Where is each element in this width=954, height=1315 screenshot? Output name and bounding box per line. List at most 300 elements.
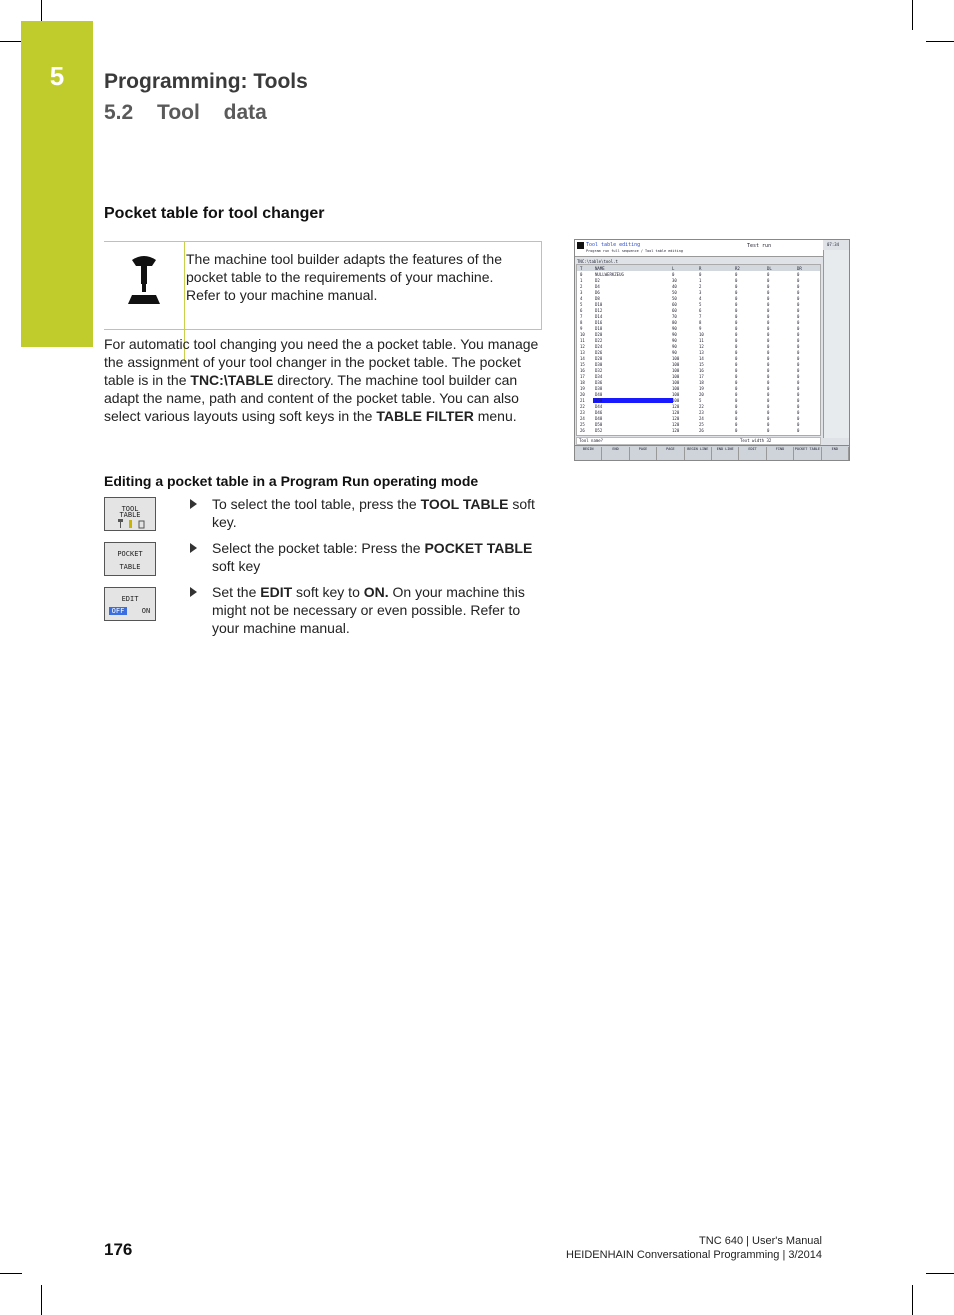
body-paragraph — [104, 335, 544, 425]
path-label: TNC:\TABLE — [190, 372, 274, 388]
table-cell: 0 — [797, 344, 800, 349]
table-cell: 0 — [735, 290, 738, 295]
table-cell: 6 — [580, 308, 583, 313]
table-cell: 0 — [797, 326, 800, 331]
status-line — [576, 437, 821, 445]
table-row[interactable] — [577, 308, 820, 313]
table-cell: D26 — [595, 350, 603, 355]
table-row[interactable] — [577, 374, 820, 379]
table-cell: 120 — [672, 422, 680, 427]
table-cell: 100 — [672, 362, 680, 367]
table-cell: D28 — [595, 356, 603, 361]
step-text: soft key — [212, 558, 261, 574]
table-row[interactable] — [577, 290, 820, 295]
table-cell: 0 — [797, 356, 800, 361]
table-cell: 12 — [580, 344, 585, 349]
table-cell: 16 — [580, 368, 585, 373]
table-cell: 0 — [735, 386, 738, 391]
table-cell: 15 — [699, 362, 704, 367]
table-cell: 120 — [672, 410, 680, 415]
table-cell: 0 — [767, 428, 770, 433]
table-cell: 0 — [735, 296, 738, 301]
screen-softkey: PAGE — [657, 447, 684, 460]
softkey-value: ON. — [363, 584, 389, 600]
table-cell: D34 — [595, 374, 603, 379]
table-cell: 100 — [672, 368, 680, 373]
table-row[interactable] — [577, 404, 820, 409]
table-cell: 90 — [672, 338, 677, 343]
table-cell: 0 — [797, 392, 800, 397]
table-cell: D52 — [595, 428, 603, 433]
table-cell: 11 — [580, 338, 585, 343]
table-cell: 0 — [767, 422, 770, 427]
table-cell: 0 — [767, 386, 770, 391]
table-cell: 18 — [699, 380, 704, 385]
table-row[interactable] — [577, 332, 820, 337]
table-cell: 0 — [767, 338, 770, 343]
table-cell: D32 — [595, 368, 603, 373]
arrow-icon — [190, 543, 197, 553]
table-cell: D38 — [595, 386, 603, 391]
screen-header — [575, 240, 823, 257]
table-cell: 60 — [672, 308, 677, 313]
table-cell: 0 — [797, 302, 800, 307]
table-cell: 90 — [672, 344, 677, 349]
table-cell: 100 — [672, 386, 680, 391]
table-row[interactable] — [577, 398, 820, 403]
table-cell: 0 — [797, 290, 800, 295]
table-row[interactable] — [577, 284, 820, 289]
table-cell: D4 — [595, 284, 600, 289]
table-cell: 0 — [797, 410, 800, 415]
table-cell: 7 — [580, 314, 583, 319]
table-cell: D46 — [595, 410, 603, 415]
table-cell: D14 — [595, 314, 603, 319]
table-cell: 19 — [580, 386, 585, 391]
table-cell: 1 — [699, 278, 702, 283]
table-cell: 60 — [672, 302, 677, 307]
table-cell: 0 — [735, 416, 738, 421]
crop-mark — [926, 41, 954, 42]
table-cell: 0 — [797, 368, 800, 373]
table-cell: 0 — [767, 284, 770, 289]
table-area — [576, 264, 821, 436]
table-cell: D6 — [595, 290, 600, 295]
menu-name: TABLE FILTER — [376, 408, 474, 424]
step-item — [190, 583, 542, 637]
table-cell: 5 — [580, 302, 583, 307]
table-cell: 17 — [699, 374, 704, 379]
table-row[interactable] — [577, 326, 820, 331]
table-cell: 21 — [580, 398, 585, 403]
table-cell: D40 — [595, 392, 603, 397]
table-cell: 0 — [735, 338, 738, 343]
table-cell: 26 — [580, 428, 585, 433]
column-header: R2 — [735, 266, 740, 271]
table-cell: 2 — [580, 284, 583, 289]
softkey-label: EDIT — [121, 595, 139, 603]
table-cell: 8 — [699, 320, 702, 325]
table-row[interactable] — [577, 296, 820, 301]
table-cell: D12 — [595, 308, 603, 313]
table-cell: 24 — [699, 416, 704, 421]
table-cell: 100 — [672, 380, 680, 385]
step-item — [190, 495, 542, 531]
table-cell: 0 — [735, 350, 738, 355]
table-cell: 0 — [735, 362, 738, 367]
table-cell: 120 — [672, 428, 680, 433]
table-cell: 0 — [767, 380, 770, 385]
subsection-title: Editing a pocket table in a Program Run operating mode — [104, 473, 479, 489]
table-cell: 0 — [735, 410, 738, 415]
table-cell: 100 — [672, 356, 680, 361]
machine-spindle-icon — [122, 252, 166, 304]
softkey-row — [575, 445, 849, 461]
table-cell: 0 — [797, 386, 800, 391]
softkey-name: EDIT — [260, 584, 293, 600]
chapter-band — [21, 21, 93, 347]
table-cell: 90 — [672, 350, 677, 355]
table-cell: 25 — [580, 422, 585, 427]
table-cell: 6 — [699, 308, 702, 313]
table-cell: 0 — [735, 302, 738, 307]
table-row[interactable] — [577, 392, 820, 397]
table-cell: 10 — [699, 332, 704, 337]
table-cell: 18 — [580, 380, 585, 385]
table-cell: 0 — [767, 410, 770, 415]
table-cell: 0 — [767, 350, 770, 355]
table-cell: 0 — [797, 362, 800, 367]
table-cell: 0 — [767, 344, 770, 349]
table-cell: 5 — [699, 302, 702, 307]
table-cell: 0 — [735, 356, 738, 361]
table-cell: 90 — [672, 332, 677, 337]
table-cell: 0 — [767, 398, 770, 403]
table-cell: 0 — [735, 320, 738, 325]
screen-softkey: EDIT — [739, 447, 766, 460]
table-cell: 0 — [735, 428, 738, 433]
table-row[interactable] — [577, 314, 820, 319]
table-cell: D44 — [595, 404, 603, 409]
table-cell: 0 — [767, 326, 770, 331]
table-cell: 0 — [797, 338, 800, 343]
step-text: Select the pocket table: Press the — [212, 540, 425, 556]
table-cell: 0 — [735, 272, 738, 277]
section-heading — [104, 101, 267, 125]
screen-softkey: END — [822, 447, 849, 460]
table-row[interactable] — [577, 344, 820, 349]
note-box — [104, 241, 542, 330]
table-cell: 0 — [767, 296, 770, 301]
crop-mark — [912, 1285, 913, 1315]
table-cell: 0 — [767, 320, 770, 325]
table-cell: 15 — [580, 362, 585, 367]
column-header: T — [580, 266, 583, 271]
table-cell: 20 — [699, 392, 704, 397]
table-cell: 0 — [767, 374, 770, 379]
table-cell: 0 — [797, 272, 800, 277]
table-cell: 0 — [797, 416, 800, 421]
arrow-icon — [190, 587, 197, 597]
table-row[interactable] — [577, 278, 820, 283]
table-cell: 0 — [767, 314, 770, 319]
softkey-label: TABLE — [119, 511, 141, 519]
crop-mark — [912, 0, 913, 30]
table-cell: 100 — [672, 392, 680, 397]
section-heading-title: Tool data — [157, 101, 267, 124]
table-cell: 0 — [735, 398, 738, 403]
table-row[interactable] — [577, 338, 820, 343]
status-left: Tool name? — [579, 438, 604, 443]
table-cell: 25 — [699, 422, 704, 427]
table-cell: D16 — [595, 320, 603, 325]
step-item — [190, 539, 542, 575]
table-cell: 0 — [735, 314, 738, 319]
table-row[interactable] — [577, 428, 820, 433]
table-row[interactable] — [577, 302, 820, 307]
table-row[interactable] — [577, 422, 820, 427]
table-cell: 0 — [735, 278, 738, 283]
table-cell: 12 — [699, 344, 704, 349]
table-cell: 0 — [797, 404, 800, 409]
column-header: R — [699, 266, 702, 271]
table-cell: 3 — [699, 290, 702, 295]
table-cell: 0 — [767, 302, 770, 307]
table-cell: 4 — [580, 296, 583, 301]
table-cell: 0 — [735, 332, 738, 337]
table-cell: 0 — [735, 404, 738, 409]
table-cell: 4 — [699, 296, 702, 301]
table-cell: 0 — [797, 422, 800, 427]
footer-line: TNC 640 | User's Manual — [699, 1235, 822, 1247]
table-cell: 0 — [767, 272, 770, 277]
tool-icons — [117, 519, 147, 529]
crop-mark — [926, 1273, 954, 1274]
table-cell: 0 — [767, 362, 770, 367]
table-cell: 0 — [797, 278, 800, 283]
table-cell: D50 — [595, 422, 603, 427]
table-cell: 9 — [580, 326, 583, 331]
table-cell: D2 — [595, 278, 600, 283]
table-cell: NULLWERKZEUG — [595, 272, 624, 277]
table-cell: D50 — [595, 398, 603, 403]
table-cell: 0 — [797, 308, 800, 313]
screen-softkey: END LINE — [712, 447, 739, 460]
table-cell: 7 — [699, 314, 702, 319]
table-row[interactable] — [577, 320, 820, 325]
table-cell: 0 — [797, 296, 800, 301]
table-cell: 0 — [767, 308, 770, 313]
screen-softkey: FIND — [767, 447, 794, 460]
page-number: 176 — [104, 1240, 133, 1259]
softkey-label: POCKET — [117, 550, 143, 558]
table-cell: 90 — [672, 326, 677, 331]
step-text: soft key. — [212, 496, 535, 530]
table-cell: D18 — [595, 326, 603, 331]
table-cell: 24 — [580, 416, 585, 421]
table-cell: 22 — [580, 404, 585, 409]
table-cell: 9 — [699, 326, 702, 331]
table-row[interactable] — [577, 362, 820, 367]
table-cell: 0 — [767, 356, 770, 361]
column-header: DR — [797, 266, 802, 271]
softkey-name: TOOL TABLE — [420, 496, 509, 512]
table-row[interactable] — [577, 410, 820, 415]
path-bar: TNC:\table\tool.t — [577, 259, 618, 264]
softkey-label: TOOL — [121, 505, 139, 513]
table-cell: 0 — [580, 272, 583, 277]
status-right: Text width 32 — [740, 438, 772, 443]
column-header: DL — [767, 266, 772, 271]
clock: 07:34 — [827, 242, 840, 247]
edit-off-toggle: OFF — [109, 607, 127, 615]
table-cell: 0 — [797, 374, 800, 379]
table-cell: 23 — [580, 410, 585, 415]
table-cell: 0 — [699, 272, 702, 277]
table-cell: 0 — [797, 284, 800, 289]
table-cell: 0 — [797, 350, 800, 355]
table-cell: 1 — [580, 278, 583, 283]
edit-softkey — [104, 587, 156, 621]
table-cell: 0 — [767, 392, 770, 397]
table-cell: 0 — [767, 368, 770, 373]
table-cell: 26 — [699, 428, 704, 433]
table-cell: 50 — [672, 296, 677, 301]
chapter-title: Programming: Tools — [104, 70, 308, 93]
table-cell: 0 — [797, 314, 800, 319]
table-cell: 11 — [699, 338, 704, 343]
mode-title: Tool table editing — [586, 242, 641, 248]
table-cell: 0 — [735, 308, 738, 313]
table-cell: 8 — [580, 320, 583, 325]
footer-line: HEIDENHAIN Conversational Programming | 3/2014 — [566, 1249, 822, 1261]
page-title: Pocket table for tool changer — [104, 205, 325, 222]
table-cell: 0 — [735, 380, 738, 385]
table-cell: 0 — [767, 332, 770, 337]
mode-arrow-icon — [577, 242, 584, 249]
table-cell: 13 — [580, 350, 585, 355]
table-cell: 0 — [735, 284, 738, 289]
table-cell: 14 — [580, 356, 585, 361]
table-cell: 3 — [580, 290, 583, 295]
run-label: Test run — [747, 243, 772, 249]
table-cell: 100 — [672, 398, 680, 403]
table-header — [577, 265, 820, 271]
table-cell: 0 — [767, 404, 770, 409]
table-cell: 0 — [767, 278, 770, 283]
screen-softkey: PAGE — [630, 447, 657, 460]
table-cell: 0 — [735, 326, 738, 331]
tool-table-softkey — [104, 497, 156, 531]
table-cell: 17 — [580, 374, 585, 379]
chapter-number: 5 — [49, 61, 65, 91]
softkey-label: TABLE — [119, 563, 141, 571]
step-text: Set the — [212, 584, 261, 600]
edit-on-toggle: ON — [141, 607, 151, 615]
table-row[interactable] — [577, 368, 820, 373]
screen-softkey: BEGIN — [575, 447, 602, 460]
table-row[interactable] — [577, 380, 820, 385]
table-cell: 0 — [797, 380, 800, 385]
tnc-screenshot — [574, 239, 850, 461]
table-cell: 120 — [672, 404, 680, 409]
table-cell: D10 — [595, 302, 603, 307]
table-cell: D30 — [595, 362, 603, 367]
table-row[interactable] — [577, 350, 820, 355]
table-row[interactable] — [577, 386, 820, 391]
table-row[interactable] — [577, 356, 820, 361]
table-cell: 0 — [767, 416, 770, 421]
table-cell: 14 — [699, 356, 704, 361]
table-cell: 70 — [672, 314, 677, 319]
step-text: To select the tool table, press the — [212, 496, 421, 512]
pocket-table-softkey — [104, 542, 156, 576]
table-cell: 0 — [735, 374, 738, 379]
table-cell: 13 — [699, 350, 704, 355]
table-cell: 30 — [672, 278, 677, 283]
crop-mark — [0, 1273, 22, 1274]
table-cell: 10 — [580, 332, 585, 337]
table-cell: 0 — [797, 320, 800, 325]
body-text-run: menu. — [473, 408, 517, 424]
table-cell: 40 — [672, 284, 677, 289]
table-cell: D20 — [595, 332, 603, 337]
step-text: soft key to — [292, 584, 364, 600]
screen-softkey: BEGIN LINE — [685, 447, 712, 460]
table-cell: 0 — [672, 272, 675, 277]
mode-subtitle: Program run full sequence / Tool table editing — [586, 249, 683, 253]
step-text: On your machine this might not be necessary or even possible. Refer to your machine manual. — [212, 584, 525, 636]
table-cell: 22 — [699, 404, 704, 409]
column-header: NAME — [595, 266, 605, 271]
arrow-icon — [190, 499, 197, 509]
table-cell: 0 — [797, 332, 800, 337]
table-cell: 2 — [699, 284, 702, 289]
table-cell: D48 — [595, 416, 603, 421]
section-number: 5.2 — [104, 101, 134, 124]
column-header: L — [672, 266, 675, 271]
table-cell: D8 — [595, 296, 600, 301]
table-cell: 16 — [699, 368, 704, 373]
note-text: The machine tool builder adapts the features of the pocket table to the requirements of your machine. Refer to your machine manual. — [186, 251, 502, 303]
table-cell: 100 — [672, 374, 680, 379]
selected-cell-highlight — [593, 398, 673, 403]
table-cell: 0 — [735, 368, 738, 373]
screen-softkey: END — [602, 447, 629, 460]
body-text-run: directory. The machine tool builder can adapt the name, path and content of the pocket table. You can also select various layouts using soft keys in the — [104, 372, 519, 424]
table-row[interactable] — [577, 416, 820, 421]
table-cell: D22 — [595, 338, 603, 343]
table-cell: 23 — [699, 410, 704, 415]
crop-mark — [41, 1285, 42, 1315]
softkey-name: POCKET TABLE — [424, 540, 533, 556]
table-cell: 19 — [699, 386, 704, 391]
table-cell: 0 — [735, 344, 738, 349]
table-cell: 5 — [699, 398, 702, 403]
table-cell: D36 — [595, 380, 603, 385]
table-cell: D24 — [595, 344, 603, 349]
body-text-run: For automatic tool changing you need the a pocket table. You manage the assignment of your tool changer in the pocket table. The pocket table is in the — [104, 336, 539, 388]
table-cell: 120 — [672, 416, 680, 421]
table-cell: 0 — [797, 398, 800, 403]
crop-mark — [0, 41, 22, 42]
table-cell: 50 — [672, 290, 677, 295]
table-cell: 0 — [767, 290, 770, 295]
table-cell: 0 — [797, 428, 800, 433]
table-cell: 0 — [735, 392, 738, 397]
table-row[interactable] — [577, 272, 820, 277]
footer-info — [566, 1234, 822, 1262]
